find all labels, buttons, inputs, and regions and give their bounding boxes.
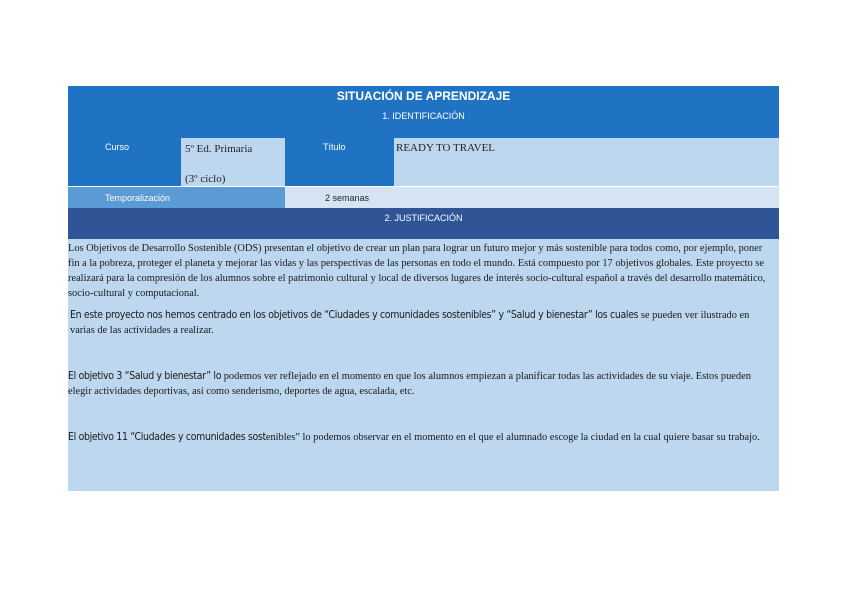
paragraph-2-part-b: se pueden ver ilustrado en varias de las actividades a realizar.	[70, 310, 750, 336]
temporalizacion-label: Temporalización	[68, 187, 285, 208]
curso-value-line1: 5º Ed. Primaria	[185, 143, 253, 155]
curso-value	[181, 138, 285, 186]
justification-paragraph-4	[68, 430, 773, 445]
justification-paragraph-2	[70, 308, 775, 338]
paragraph-4-part-a: El objetivo 11 “Ciudades y comunidades sost	[68, 431, 266, 443]
paragraph-3-part-b: podemos ver reflejado en el momento en que los alumnos empiezan a planificar todas las actividades de su viaje. Estos pueden elegir actividades deportivas, así como senderismo, deportes de agua, escalada, etc.	[68, 371, 751, 397]
section-justificacion-header: 2. JUSTIFICACIÓN	[68, 208, 779, 239]
titulo-value: READY TO TRAVEL	[394, 138, 779, 186]
titulo-label: Título	[285, 138, 394, 186]
justification-paragraph-3	[68, 369, 773, 399]
temporalizacion-value: 2 semanas	[285, 187, 779, 208]
paragraph-2-part-a: En este proyecto nos hemos centrado en los objetivos de “Ciudades y comunidades sostenibles” y “Salud y bienestar” los cuales	[70, 309, 639, 321]
section-identificacion-header: 1. IDENTIFICACIÓN	[68, 107, 779, 138]
curso-value-line2: (3º ciclo)	[185, 173, 226, 185]
curso-label: Curso	[68, 138, 181, 186]
paragraph-3-part-a: El objetivo 3 “Salud y bienestar” lo	[68, 370, 222, 382]
document-title: SITUACIÓN DE APRENDIZAJE	[68, 86, 779, 107]
justification-paragraph-1: Los Objetivos de Desarrollo Sostenible (ODS) presentan el objetivo de crear un plan para lograr un futuro mejor y más sostenible para todos como, por ejemplo, poner fin a la pobreza, proteger el planeta y mejorar las vidas y las perspectivas de las personas en todo el mundo. Está compuesto por 17 objetivos globales. Este proyecto se realizará para la compresión de los alumnos sobre el patrimonio cultural y local de diversos lugares de interés socio-cultural español a través del desarrollo matemático, socio-cultural y computacional.	[68, 243, 766, 299]
justification-body	[68, 239, 779, 491]
paragraph-4-part-b: enibles” lo podemos observar en el momento en el que el alumnado escoge la ciudad en la cual quiere basar su trabajo.	[265, 432, 760, 443]
